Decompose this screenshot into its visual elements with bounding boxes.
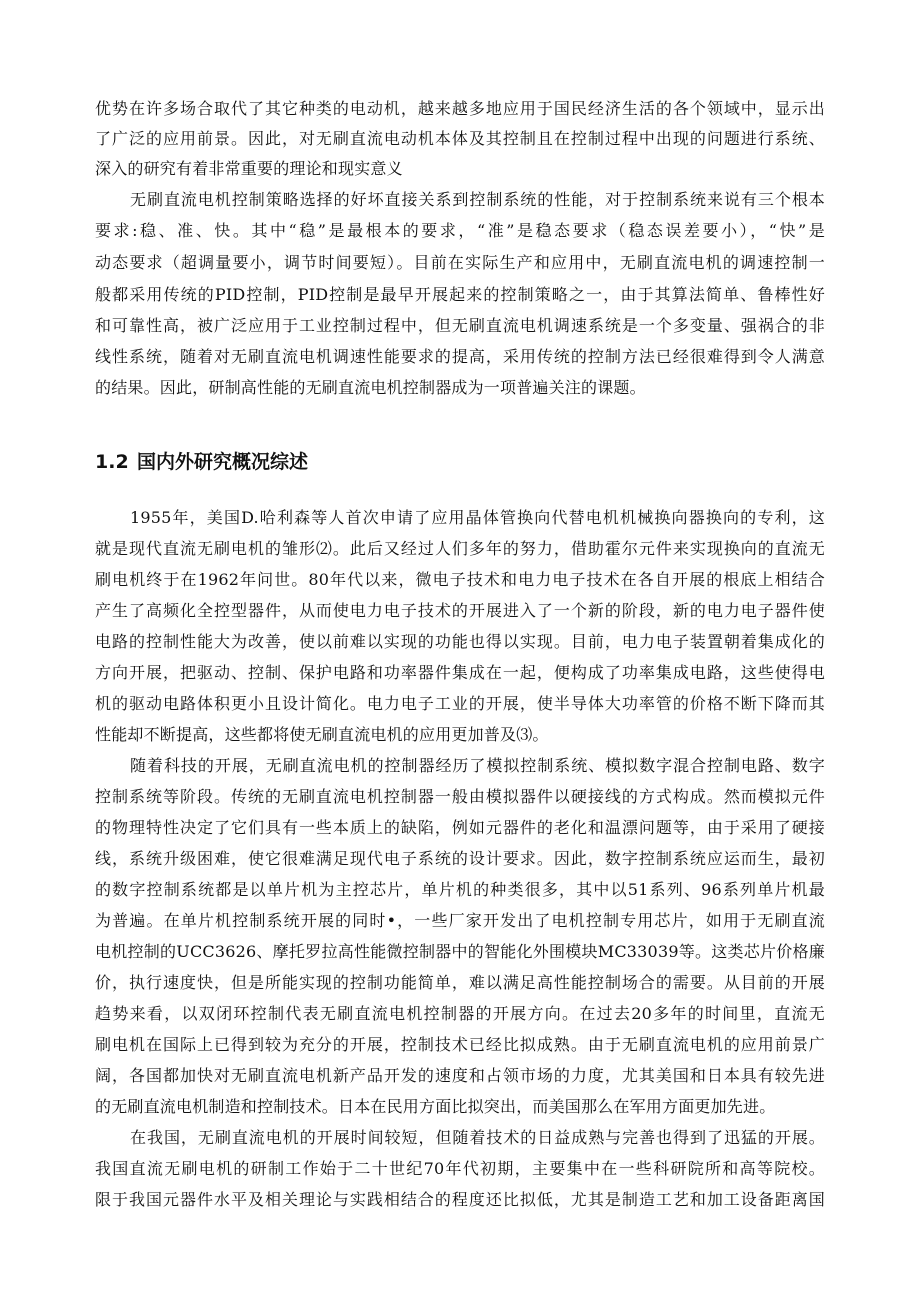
- paragraph-1-line: 深入的研究有着非常重要的理论和现实意义: [95, 159, 403, 178]
- paragraph-2-line: 线性系统，随着对无刷直流电机调速性能要求的提高，采用传统的控制方法已经很难得到令人满意: [95, 347, 825, 366]
- paragraph-5-line: 在我国，无刷直流电机的开展时间较短，但随着技术的日益成熟与完善也得到了迅猛的开展。: [130, 1128, 825, 1147]
- paragraph-2-line: 和可靠性高，被广泛应用于工业控制过程中，但无刷直流电机调速系统是一个多变量、强祸合的非: [95, 316, 825, 335]
- paragraph-4-line: 刷电机在国际上已得到较为充分的开展，控制技术已经比拟成熟。由于无刷直流电机的应用前景广: [95, 1035, 825, 1054]
- paragraph-2-line: 般都采用传统的PID控制，PID控制是最早开展起来的控制策略之一，由于其算法简单、鲁棒性好: [95, 285, 825, 304]
- section-title: 国内外研究概况综述: [137, 451, 309, 473]
- paragraph-4-line: 随着科技的开展，无刷直流电机的控制器经历了模拟控制系统、模拟数字混合控制电路、数字: [130, 756, 825, 775]
- paragraph-4-line: 线，系统升级困难，使它很难满足现代电子系统的设计要求。因此，数字控制系统应运而生，最初: [95, 849, 825, 868]
- section-number: 1.2: [95, 451, 129, 473]
- paragraph-4-line: 电机控制的UCC3626、摩托罗拉高性能微控制器中的智能化外围模块MC33039等。这类芯片价格廉: [95, 942, 825, 961]
- paragraph-4-line: 趋势来看，以双闭环控制代表无刷直流电机控制器的开展方向。在过去20多年的时间里，直流无: [95, 1004, 825, 1023]
- paragraph-4-line: 价，执行速度快，但是所能实现的控制功能简单，难以满足高性能控制场合的需要。从目前的开展: [95, 973, 825, 992]
- paragraph-2-line: 无刷直流电机控制策略选择的好坏直接关系到控制系统的性能，对于控制系统来说有三个根本: [130, 190, 825, 209]
- paragraph-1-line: 优势在许多场合取代了其它种类的电动机，越来越多地应用于国民经济生活的各个领域中，显示出: [95, 99, 825, 118]
- paragraph-2-line: 要求:稳、准、快。其中“稳”是最根本的要求，“准”是稳态要求（稳态误差要小），“快”是: [95, 221, 825, 240]
- paragraph-4-line: 的物理特性决定了它们具有一些本质上的缺陷，例如元器件的老化和温漂问题等，由于采用了硬接: [95, 818, 825, 837]
- paragraph-3-line: 性能却不断提高，这些都将使无刷直流电机的应用更加普及⑶。: [95, 725, 549, 744]
- paragraph-4-line: 控制系统等阶段。传统的无刷直流电机控制器一般由模拟器件以硬接线的方式构成。然而模拟元件: [95, 787, 825, 806]
- paragraph-3-line: 电路的控制性能大为改善，使以前难以实现的功能也得以实现。目前，电力电子装置朝着集成化的: [95, 632, 825, 651]
- paragraph-3-line: 就是现代直流无刷电机的雏形⑵。此后又经过人们多年的努力，借助霍尔元件来实现换向的直流无: [95, 539, 825, 558]
- paragraph-4-line: 阔，各国都加快对无刷直流电机新产品开发的速度和占领市场的力度，尤其美国和日本具有较先进: [95, 1066, 825, 1085]
- paragraph-3-line: 产生了高频化全控型器件，从而使电力电子技术的开展进入了一个新的阶段，新的电力电子器件使: [95, 601, 825, 620]
- paragraph-2-line: 的结果。因此，研制高性能的无刷直流电机控制器成为一项普遍关注的课题。: [95, 378, 646, 397]
- paragraph-5-line: 限于我国元器件水平及相关理论与实践相结合的程度还比拟低，尤其是制造工艺和加工设备距离国: [95, 1190, 825, 1209]
- paragraph-4-line: 的数字控制系统都是以单片机为主控芯片，单片机的种类很多，其中以51系列、96系列单片机最: [95, 880, 825, 899]
- paragraph-5-line: 我国直流无刷电机的研制工作始于二十世纪70年代初期，主要集中在一些科研院所和高等院校。: [95, 1159, 825, 1178]
- paragraph-3-line: 机的驱动电路体积更小且设计简化。电力电子工业的开展，使半导体大功率管的价格不断下降而其: [95, 694, 825, 713]
- paragraph-3-line: 方向开展，把驱动、控制、保护电路和功率器件集成在一起，便构成了功率集成电路，这些使得电: [95, 663, 825, 682]
- paragraph-4-line: 为普遍。在单片机控制系统开展的同时•，一些厂家开发出了电机控制专用芯片，如用于无刷直流: [95, 911, 825, 930]
- paragraph-4-line: 的无刷直流电机制造和控制技术。日本在民用方面比拟突出，而美国那么在军用方面更加先进。: [95, 1097, 776, 1116]
- paragraph-1-line: 了广泛的应用前景。因此，对无刷直流电动机本体及其控制且在控制过程中出现的问题进行系统、: [95, 129, 825, 148]
- paragraph-2-line: 动态要求（超调量要小，调节时间要短）。目前在实际生产和应用中，无刷直流电机的调速控制一: [95, 253, 825, 272]
- section-heading: [95, 446, 308, 478]
- paragraph-3-line: 刷电机终于在1962年问世。80年代以来，微电子技术和电力电子技术在各自开展的根底上相结合: [95, 570, 825, 589]
- paragraph-3-line: 1955年，美国D.哈利森等人首次申请了应用晶体管换向代替电机机械换向器换向的专利，这: [130, 508, 825, 527]
